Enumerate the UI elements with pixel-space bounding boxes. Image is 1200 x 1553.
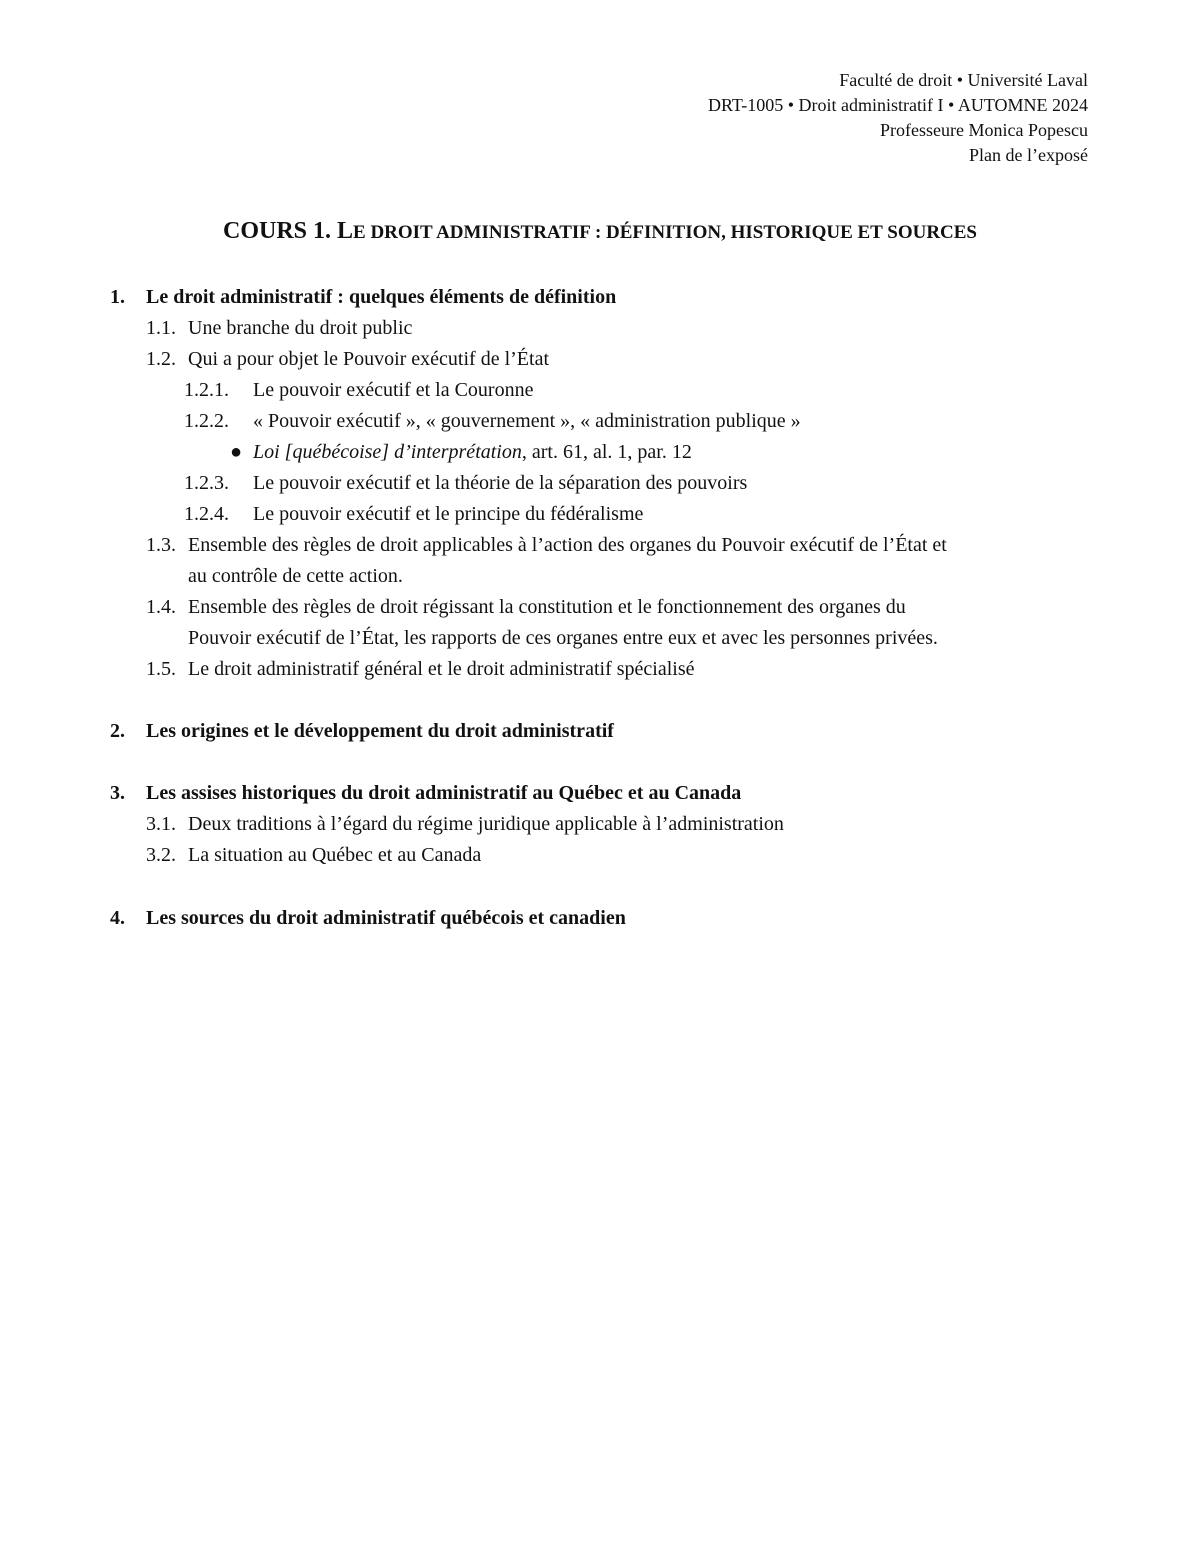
item-text: Deux traditions à l’égard du régime juridique applicable à l’administration bbox=[188, 813, 784, 835]
statute-reference: , art. 61, al. 1, par. 12 bbox=[521, 441, 692, 463]
list-item bbox=[184, 501, 643, 527]
course-line: DRT-1005 • Droit administratif I • AUTOMNE 2024 bbox=[707, 95, 1088, 115]
section-number: 3. bbox=[110, 782, 125, 804]
faculty-line: Faculté de droit • Université Laval bbox=[839, 70, 1088, 90]
section-heading bbox=[110, 905, 626, 931]
bullet-icon: ● bbox=[230, 441, 243, 463]
list-item bbox=[146, 656, 695, 682]
item-number: 1.2.1. bbox=[184, 379, 229, 401]
section-number: 1. bbox=[110, 286, 125, 308]
section-title: Les sources du droit administratif québécois et canadien bbox=[146, 907, 626, 929]
list-item bbox=[184, 408, 801, 434]
list-item bbox=[146, 594, 906, 620]
section-title: Les assises historiques du droit administratif au Québec et au Canada bbox=[146, 782, 742, 804]
document-header bbox=[708, 68, 1088, 168]
section-title: Le droit administratif : quelques éléments de définition bbox=[146, 286, 617, 308]
list-item bbox=[146, 532, 947, 558]
section-number: 4. bbox=[110, 907, 125, 929]
plan-line: Plan de l’exposé bbox=[969, 145, 1088, 165]
item-text: Le droit administratif général et le droit administratif spécialisé bbox=[188, 658, 695, 680]
list-item bbox=[146, 346, 549, 372]
item-text: Qui a pour objet le Pouvoir exécutif de l’État bbox=[188, 348, 550, 370]
item-number: 1.4. bbox=[146, 596, 176, 618]
list-item-continuation: Pouvoir exécutif de l’État, les rapports de ces organes entre eux et avec les personnes privées. bbox=[188, 627, 938, 649]
page-title bbox=[0, 218, 1200, 245]
item-text: La situation au Québec et au Canada bbox=[188, 844, 482, 866]
item-number: 3.1. bbox=[146, 813, 176, 835]
statute-title: Loi [québécoise] d’interprétation bbox=[253, 441, 522, 463]
section-heading bbox=[110, 718, 614, 744]
list-item bbox=[146, 842, 481, 868]
item-text: Le pouvoir exécutif et la Couronne bbox=[253, 379, 534, 401]
item-text: Le pouvoir exécutif et la théorie de la séparation des pouvoirs bbox=[253, 472, 748, 494]
item-text: Une branche du droit public bbox=[188, 317, 413, 339]
section-heading bbox=[110, 780, 742, 806]
item-number: 1.3. bbox=[146, 534, 176, 556]
list-item bbox=[184, 377, 533, 403]
list-item bbox=[184, 470, 747, 496]
title-rest: E DROIT ADMINISTRATIF : DÉFINITION, HISTORIQUE ET SOURCES bbox=[353, 222, 978, 243]
item-number: 1.2.3. bbox=[184, 472, 229, 494]
item-text: « Pouvoir exécutif », « gouvernement », « administration publique » bbox=[253, 410, 801, 432]
item-text: Ensemble des règles de droit applicables à l’action des organes du Pouvoir exécutif de l’État et bbox=[188, 534, 947, 556]
item-number: 1.2. bbox=[146, 348, 176, 370]
item-number: 1.1. bbox=[146, 317, 176, 339]
item-number: 3.2. bbox=[146, 844, 176, 866]
item-number: 1.2.2. bbox=[184, 410, 229, 432]
title-prefix: COURS 1. L bbox=[222, 218, 354, 244]
item-number: 1.2.4. bbox=[184, 503, 229, 525]
item-number: 1.5. bbox=[146, 658, 176, 680]
section-heading bbox=[110, 284, 617, 310]
item-text: Ensemble des règles de droit régissant la constitution et le fonctionnement des organes du bbox=[188, 596, 906, 618]
item-text: Le pouvoir exécutif et le principe du fédéralisme bbox=[253, 503, 644, 525]
list-item bbox=[146, 811, 784, 837]
section-title: Les origines et le développement du droit administratif bbox=[146, 720, 614, 742]
section-number: 2. bbox=[110, 720, 125, 742]
list-item bbox=[146, 315, 412, 341]
list-item-continuation: au contrôle de cette action. bbox=[188, 565, 403, 587]
professor-line: Professeure Monica Popescu bbox=[880, 120, 1088, 140]
